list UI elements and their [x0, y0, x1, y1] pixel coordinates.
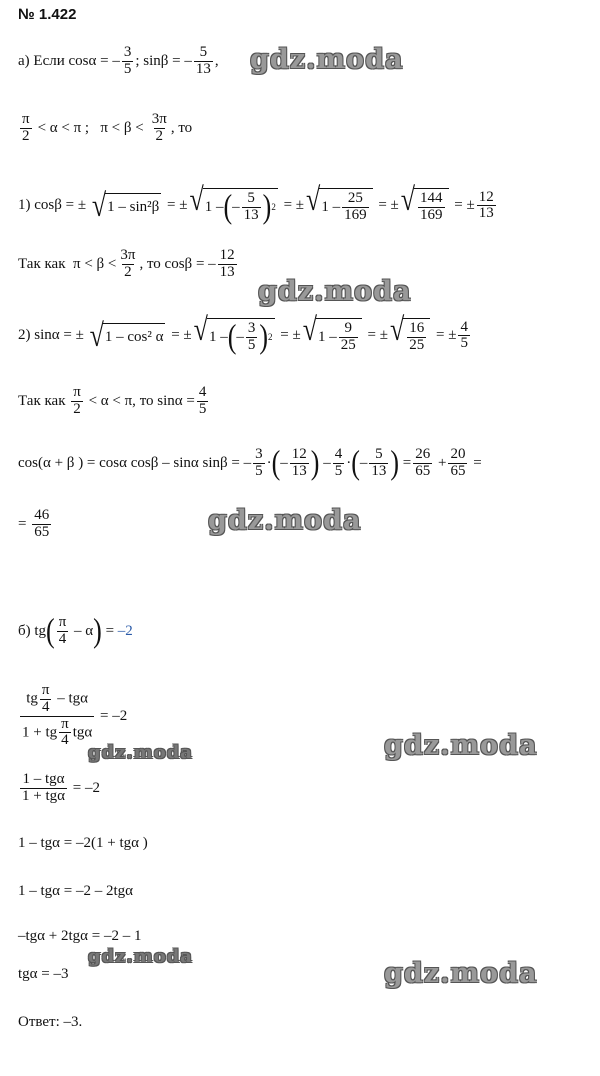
watermark: gdz.moda — [258, 276, 412, 307]
watermark: gdz.moda — [208, 505, 362, 536]
range-line: $\frac{\pi}{2}$ < α < π ; π < β < $\frac{3\pi}{2}$ , то — [22, 111, 193, 144]
watermark: gdz.moda — [384, 730, 538, 761]
result-line: = $\frac{46}{65}$ — [18, 507, 50, 540]
fraction-3-5: $\frac{3}{5}$ — [123, 44, 132, 77]
fraction-pi-2: $\frac{\pi}{2}$ — [22, 111, 30, 144]
step-1: 1) cosβ = ± √ 1 – sin²β = ± √ 1 – ( – $\frac{5}{13}$ ) 2 = ± √ 1 – $\frac{25}{169}$ = ± √ $\frac{144}{169}$ = ± $\frac{12}{13}$ — [18, 181, 494, 226]
watermark: gdz.moda — [250, 44, 404, 75]
since-line-1: Так как π < β < $\frac{3\pi}{2}$ , то cosβ = – $\frac{12}{13}$ — [18, 247, 235, 280]
part-a-condition: а) Если cosα = – $\frac{3}{5}$ ; sinβ = – $\frac{5}{13}$ , — [18, 44, 219, 77]
since-line-2: Так как $\frac{\pi}{2}$ < α < π, то sinα = $\frac{4}{5}$ — [18, 384, 207, 417]
part-a-prefix: а) Если — [18, 52, 65, 69]
sin-beta: sinβ — [143, 52, 169, 69]
step-2: 2) sinα = ± √ 1 – cos² α = ± √ 1 – ( – $\frac{3}{5}$ ) 2 = ± √ 1 – $\frac{9}{25}$ = ± √ $\frac{16}{25}$ = ± $\frac{4}{5}$ — [18, 311, 468, 356]
cos-alpha: cosα — [68, 52, 97, 69]
part-b-step-5: –tgα + 2tgα = –2 – 1 — [18, 928, 142, 944]
cos-sum-formula: cos(α + β ) = cosα cosβ – sinα sinβ = – $\frac{3}{5}$ · ( – $\frac{12}{13}$ ) – $\frac{4}{5}$ · ( – $\frac{5}{13}$ ) = $\frac{26}{65}$ + $\frac{20}{65}$ = — [18, 443, 482, 482]
watermark: gdz.moda — [88, 742, 193, 763]
part-b-step-4: 1 – tgα = –2 – 2tgα — [18, 883, 134, 899]
page-title: № 1.422 — [18, 6, 77, 23]
part-b-step-1: tg $\frac{\pi}{4}$ – tgα 1 + tg $\frac{\pi}{4}$ tgα = –2 — [22, 682, 128, 749]
part-b-step-2: $\frac{\text{1 – tgα}}{\text{1 + tgα}}$ = –2 — [22, 771, 100, 804]
fraction-3pi-2: $\frac{3\pi}{2}$ — [151, 111, 167, 144]
part-b-step-6: tgα = –3 — [18, 966, 69, 982]
part-b-step-3: 1 – tgα = –2(1 + tgα ) — [18, 835, 148, 851]
fraction-5-13: $\frac{5}{13}$ — [195, 44, 211, 77]
watermark: gdz.moda — [88, 946, 193, 967]
part-b-condition: б) tg ( $\frac{\pi}{4}$ – α ) = –2 — [18, 611, 133, 650]
answer: Ответ: –3. — [18, 1014, 83, 1030]
watermark: gdz.moda — [384, 958, 538, 989]
